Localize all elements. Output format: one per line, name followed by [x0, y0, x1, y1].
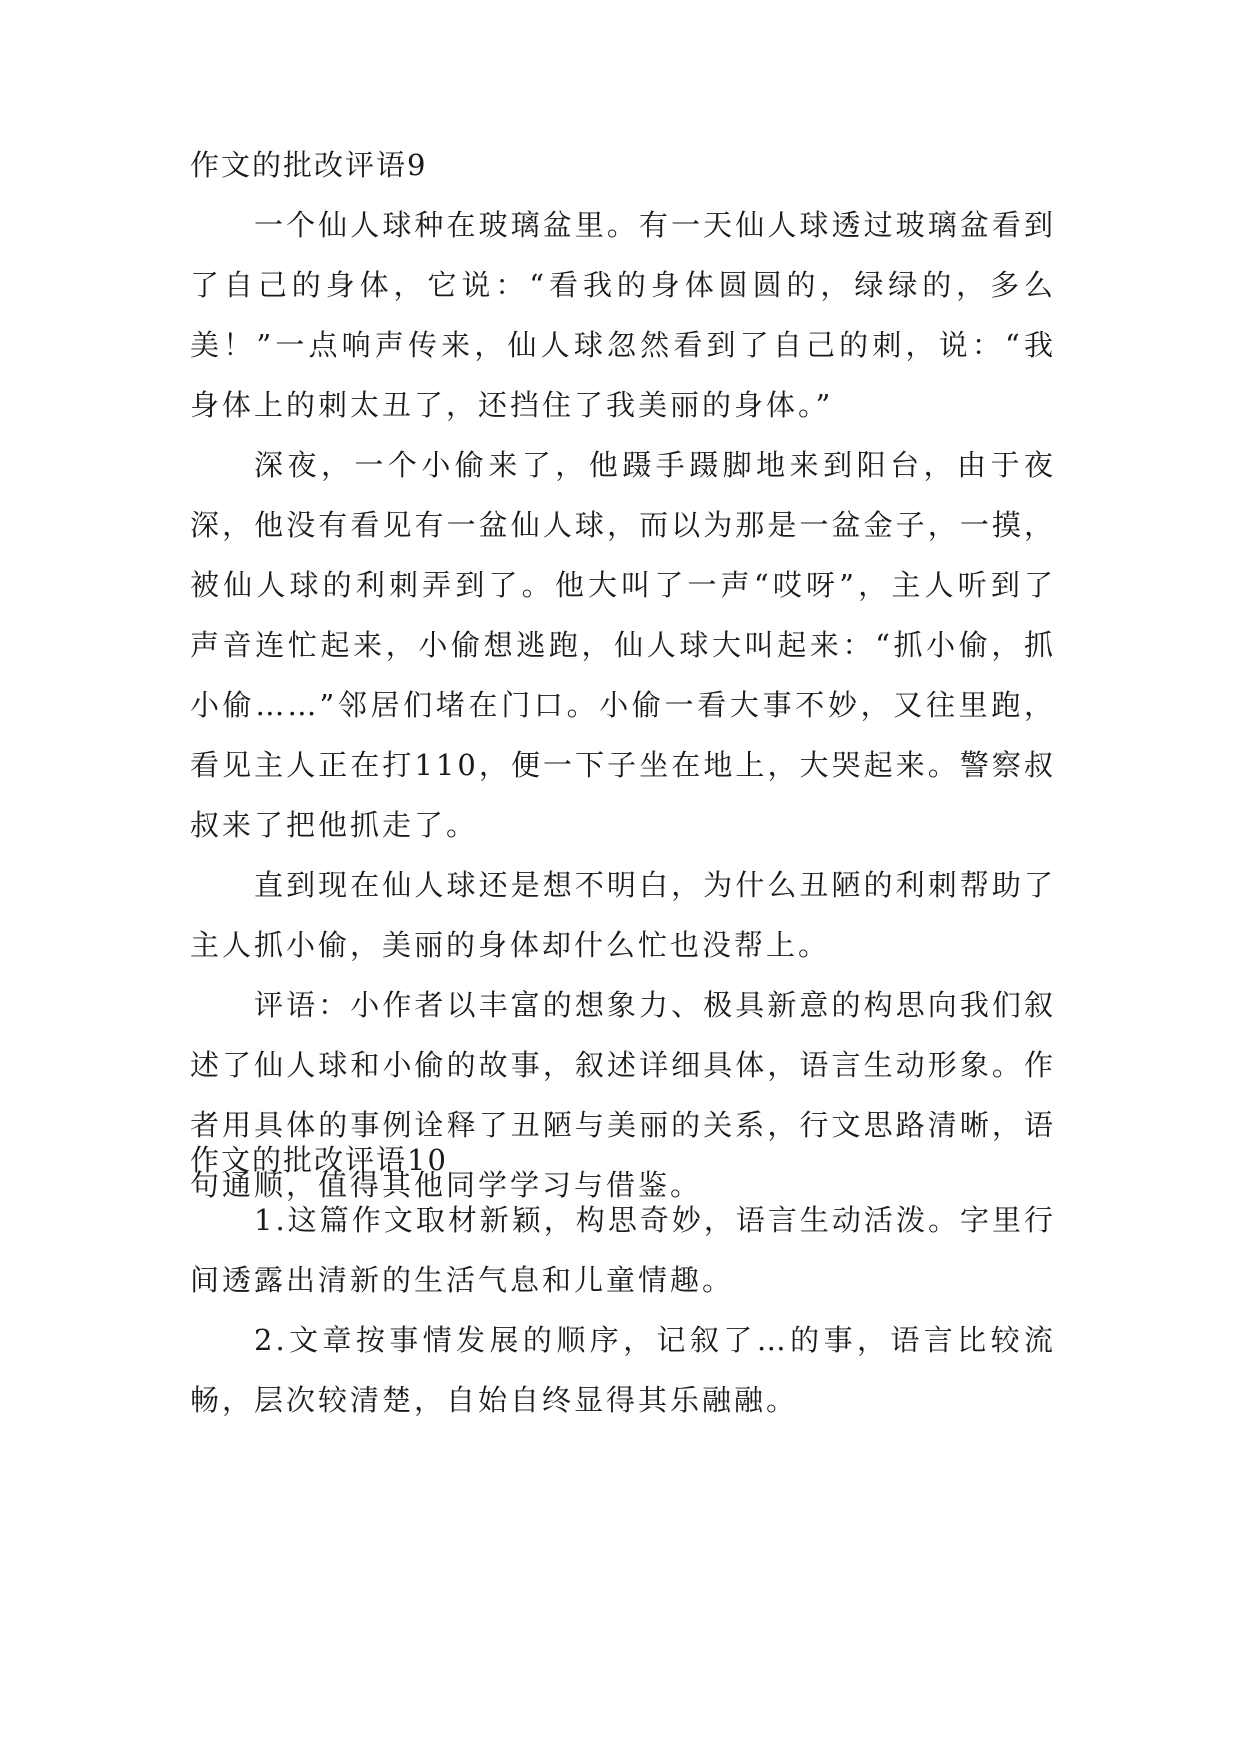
section-title-10: 作文的批改评语10	[190, 1143, 448, 1177]
paragraph-thief-story: 深夜，一个小偷来了，他蹑手蹑脚地来到阳台，由于夜深，他没有看见有一盆仙人球，而以为那是一盆金子，一摸，被仙人球的利刺弄到了。他大叫了一声“哎呀”，主人听到了声音连忙起来，小偷想逃跑，仙人球大叫起来：“抓小偷，抓小偷……”邻居们堵在门口。小偷一看大事不妙，又往里跑，看见主人正在打110，便一下子坐在地上，大哭起来。警察叔叔来了把他抓走了。	[190, 448, 1056, 842]
paragraph-comment-2: 2.文章按事情发展的顺序，记叙了…的事，语言比较流畅，层次较清楚，自始自终显得其乐融融。	[190, 1323, 1056, 1417]
section-body-9	[190, 195, 1056, 1215]
paragraph-cactus-intro: 一个仙人球种在玻璃盆里。有一天仙人球透过玻璃盆看到了自己的身体，它说：“看我的身体圆圆的，绿绿的，多么美！”一点响声传来，仙人球忽然看到了自己的刺，说：“我身体上的刺太丑了，还挡住了我美丽的身体。”	[190, 208, 1056, 422]
paragraph-cactus-wonder: 直到现在仙人球还是想不明白，为什么丑陋的利刺帮助了主人抓小偷，美丽的身体却什么忙也没帮上。	[190, 868, 1056, 962]
section-title-9: 作文的批改评语9	[190, 148, 428, 182]
paragraph-comment-1: 1.这篇作文取材新颖，构思奇妙，语言生动活泼。字里行间透露出清新的生活气息和儿童情趣。	[190, 1203, 1056, 1297]
section-body-10	[190, 1190, 1056, 1430]
paragraph-comment: 评语：小作者以丰富的想象力、极具新意的构思向我们叙述了仙人球和小偷的故事，叙述详细具体，语言生动形象。作者用具体的事例诠释了丑陋与美丽的关系，行文思路清晰，语句通顺，值得其他同学学习与借鉴。	[190, 988, 1056, 1202]
